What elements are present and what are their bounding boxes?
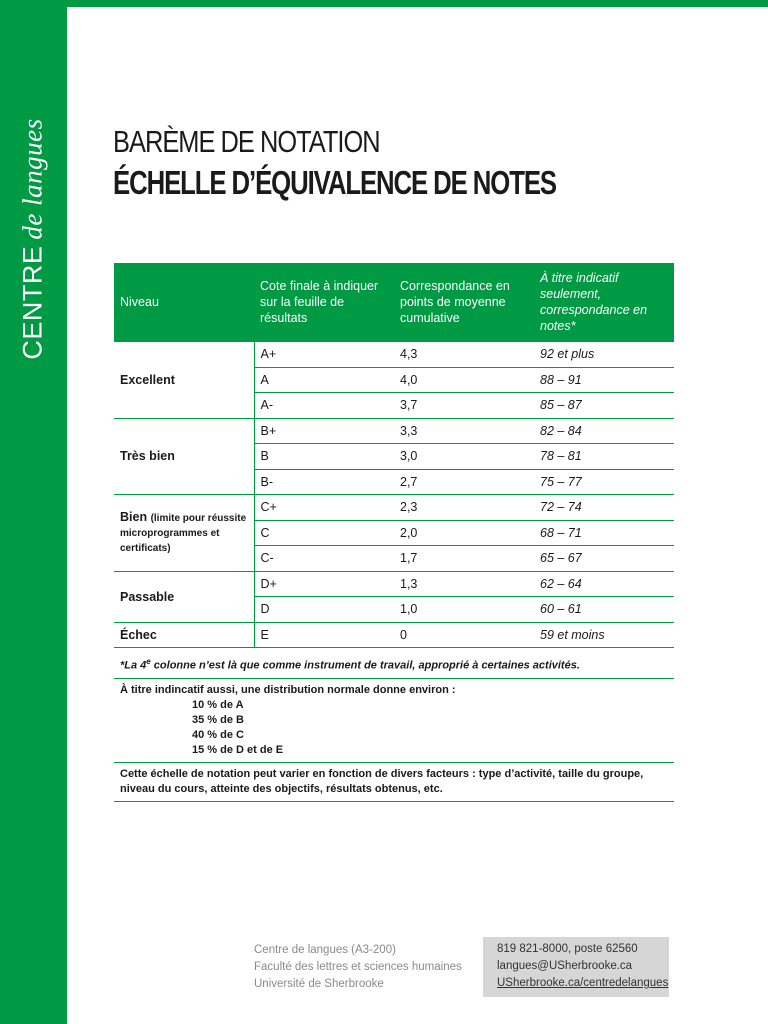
points-cell: 3,7	[394, 393, 534, 419]
distribution-list	[192, 698, 668, 758]
points-cell: 3,3	[394, 418, 534, 444]
footnote-prefix: *La 4	[120, 659, 147, 672]
header-notes: À titre indicatif seulement, correspondance en notes*	[534, 263, 674, 342]
contact-box	[483, 937, 669, 997]
sidebar-band	[0, 7, 67, 1024]
footnote-sup: e	[146, 657, 151, 666]
niveau-cell	[114, 622, 254, 648]
header-points: Correspondance en points de moyenne cumulative	[394, 263, 534, 342]
cote-cell: B	[254, 444, 394, 470]
contact-phone: 819 821-8000, poste 62560	[497, 943, 638, 955]
cote-cell: A+	[254, 342, 394, 368]
points-cell: 1,7	[394, 546, 534, 572]
cote-cell: A-	[254, 393, 394, 419]
cote-cell: C-	[254, 546, 394, 572]
notes-cell: 68 – 71	[534, 520, 674, 546]
distribution-item: 35 % de B	[192, 713, 244, 726]
points-cell: 4,3	[394, 342, 534, 368]
points-cell: 2,7	[394, 469, 534, 495]
niveau-cell	[114, 495, 254, 572]
notes-cell: 78 – 81	[534, 444, 674, 470]
brand-word-de-langues: de langues	[17, 118, 48, 240]
points-cell: 0	[394, 622, 534, 648]
table-row	[114, 342, 674, 368]
notes-section	[114, 650, 674, 802]
grading-scale-table	[114, 263, 674, 648]
contact-email-link[interactable]: langues@USherbrooke.ca	[497, 960, 633, 972]
page-title: BARÈME DE NOTATION	[113, 124, 380, 159]
notes-cell: 62 – 64	[534, 571, 674, 597]
niveau-label: Excellent	[120, 372, 175, 387]
address-line: Faculté des lettres et sciences humaines	[254, 961, 462, 973]
page-subtitle: ÉCHELLE D’ÉQUIVALENCE DE NOTES	[113, 164, 557, 201]
variation-note: Cette échelle de notation peut varier en fonction de divers facteurs : type d’activité, taille du groupe, niveau du cours, atteinte des objectifs, résultats obtenus, etc.	[114, 763, 674, 802]
website-link[interactable]: USherbrooke.ca/centredelangues	[497, 977, 669, 989]
cote-cell: A	[254, 367, 394, 393]
address-line: Université de Sherbrooke	[254, 978, 384, 990]
cote-cell: C+	[254, 495, 394, 521]
niveau-label: Passable	[120, 589, 175, 604]
niveau-label: Très bien	[120, 449, 175, 464]
distribution-item: 15 % de D et de E	[192, 743, 284, 756]
distribution-item: 40 % de C	[192, 728, 244, 741]
footer-address	[254, 942, 462, 993]
table-row	[114, 495, 674, 521]
distribution-intro: À titre indincatif aussi, une distribution normale donne environ :	[120, 683, 456, 696]
header-niveau: Niveau	[114, 263, 254, 342]
points-cell: 2,3	[394, 495, 534, 521]
niveau-label: Échec	[120, 627, 157, 642]
address-line: Centre de langues (A3-200)	[254, 944, 396, 956]
niveau-cell	[114, 418, 254, 495]
niveau-cell	[114, 342, 254, 419]
notes-cell: 72 – 74	[534, 495, 674, 521]
notes-cell: 92 et plus	[534, 342, 674, 368]
table-header-row	[114, 263, 674, 342]
points-cell: 2,0	[394, 520, 534, 546]
table-body	[114, 342, 674, 648]
footnote-rest: colonne n’est là que comme instrument de travail, approprié à certaines activités.	[150, 659, 580, 672]
distribution-block	[114, 679, 674, 763]
notes-cell: 75 – 77	[534, 469, 674, 495]
distribution-item: 10 % de A	[192, 698, 244, 711]
notes-cell: 60 – 61	[534, 597, 674, 623]
niveau-label: Bien	[120, 510, 148, 525]
header-cote: Cote finale à indiquer sur la feuille de résultats	[254, 263, 394, 342]
table-row	[114, 571, 674, 597]
notes-cell: 65 – 67	[534, 546, 674, 572]
points-cell: 3,0	[394, 444, 534, 470]
notes-cell: 85 – 87	[534, 393, 674, 419]
cote-cell: D+	[254, 571, 394, 597]
cote-cell: B+	[254, 418, 394, 444]
points-cell: 1,3	[394, 571, 534, 597]
cote-cell: C	[254, 520, 394, 546]
brand-word-centre: CENTRE	[17, 245, 48, 360]
notes-cell: 82 – 84	[534, 418, 674, 444]
niveau-note: (limite pour réussite microprogrammes et certificats)	[120, 513, 247, 555]
notes-cell: 88 – 91	[534, 367, 674, 393]
niveau-cell	[114, 571, 254, 622]
cote-cell: E	[254, 622, 394, 648]
top-accent-bar	[0, 0, 768, 7]
brand-logo	[18, 118, 49, 359]
points-cell: 1,0	[394, 597, 534, 623]
table-row	[114, 418, 674, 444]
points-cell: 4,0	[394, 367, 534, 393]
cote-cell: D	[254, 597, 394, 623]
cote-cell: B-	[254, 469, 394, 495]
table-row	[114, 622, 674, 648]
notes-cell: 59 et moins	[534, 622, 674, 648]
footnote	[114, 650, 674, 679]
